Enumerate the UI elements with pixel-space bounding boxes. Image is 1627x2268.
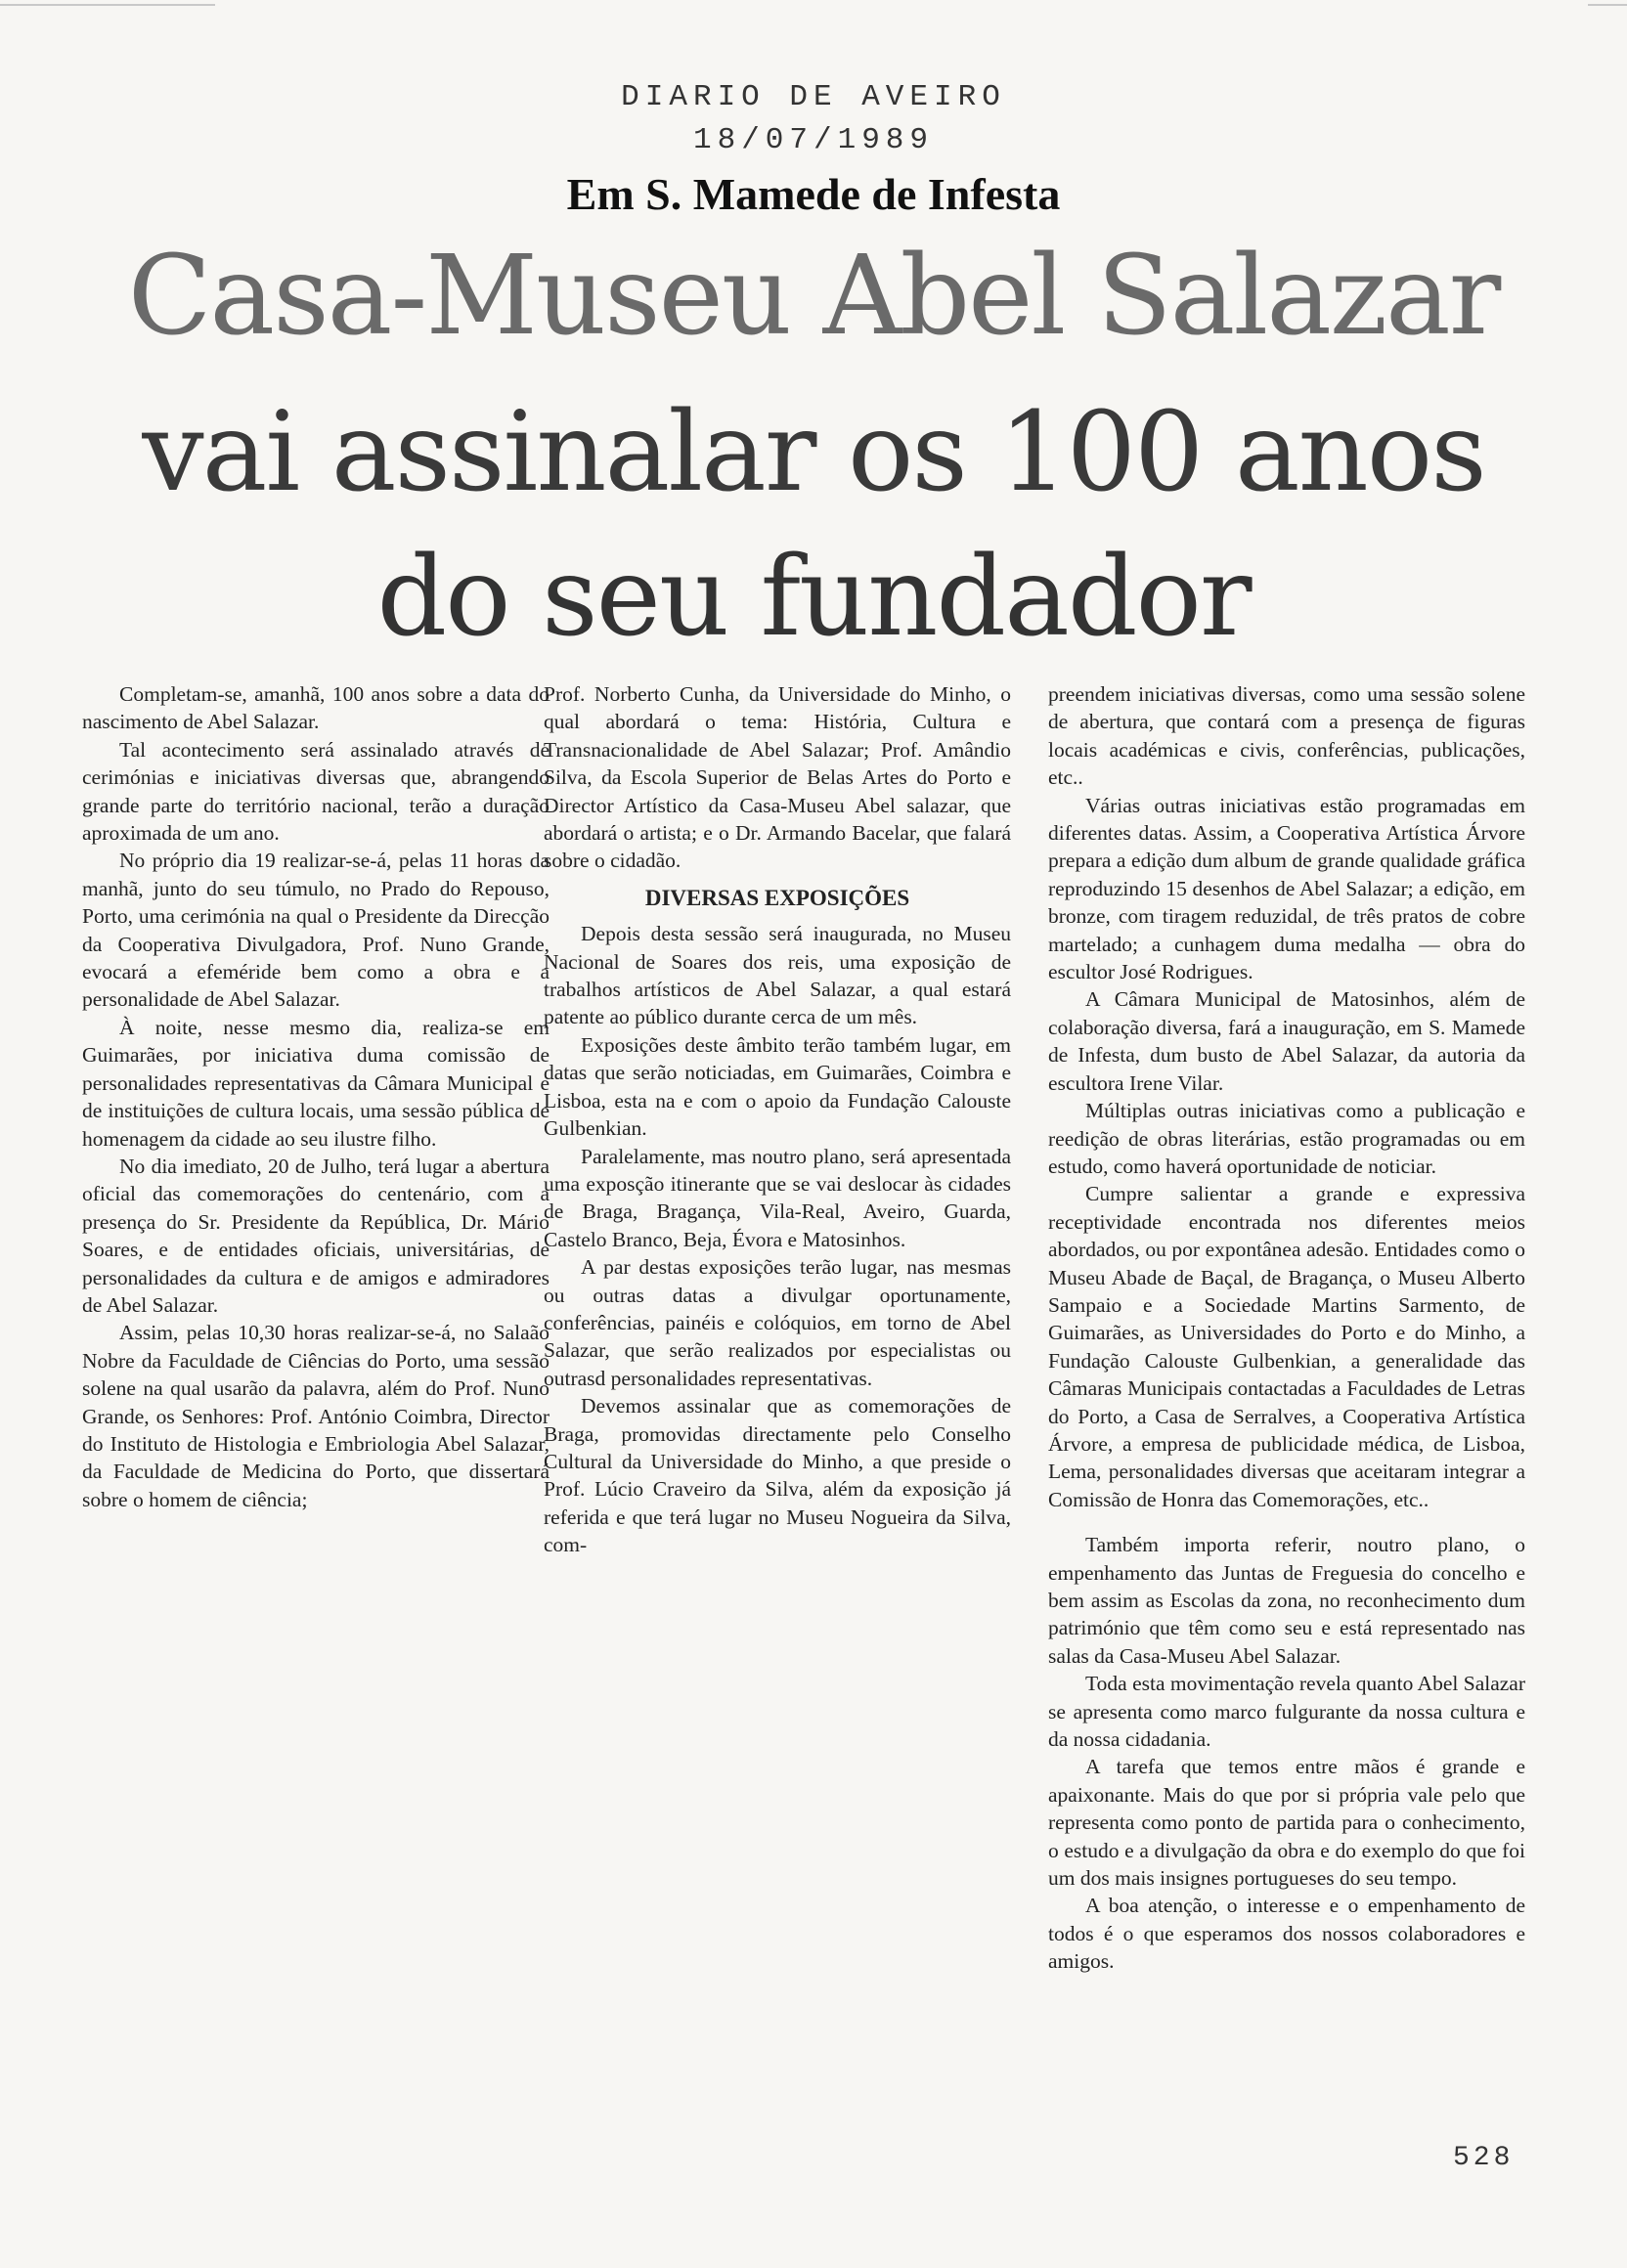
headline-line-3: do seu fundador bbox=[376, 534, 1251, 661]
article-column-3 bbox=[1048, 680, 1525, 1976]
article-kicker: Em S. Mamede de Infesta bbox=[566, 169, 1061, 219]
paragraph: A Câmara Municipal de Matosinhos, além de colaboração diversa, fará a inauguração, em S. Mamede de Infesta, dum busto de Abel Salazar, da autoria da escultora Irene Vilar. bbox=[1048, 987, 1525, 1095]
article-column-2 bbox=[544, 680, 1011, 1559]
paragraph: Várias outras iniciativas estão programadas em diferentes datas. Assim, a Cooperativa Artística Árvore prepara a edição dum album de grande qualidade gráfica reproduzindo 15 desenhos de Abel Salazar; a edição, em bronze, com tiragem reduzidal, de três pratos de cobre martelado; a cunhagem duma medalha — obra do escultor José Rodrigues. bbox=[1048, 793, 1525, 984]
paragraph: A boa atenção, o interesse e o empenhamento de todos é o que esperamos dos nossos colaboradores e amigos. bbox=[1048, 1894, 1525, 1974]
newspaper-name: DIARIO DE AVEIRO bbox=[621, 80, 1006, 114]
paragraph: No dia imediato, 20 de Julho, terá lugar a abertura oficial das comemorações do centenário, com a presença do Sr. Presidente da República, Dr. Mário Soares, e de entidades oficiais, universitárias, de personalidades da cultura e de amigos e admiradores de Abel Salazar. bbox=[82, 1154, 550, 1317]
paragraph: A tarefa que temos entre mãos é grande e apaixonante. Mais do que por si própria vale pelo que representa como ponto de partida para o conhecimento, o estudo e a divulgação da obra e do exemplo do que foi um dos mais insignes portugueses do seu tempo. bbox=[1048, 1755, 1525, 1891]
paragraph: Também importa referir, noutro plano, o empenhamento das Juntas de Freguesia do concelho e bem assim as Escolas da zona, no reconhecimento dum património que têm como seu e está representado nas salas da Casa-Museu Abel Salazar. bbox=[1048, 1533, 1525, 1668]
paragraph: Cumpre salientar a grande e expressiva receptividade encontrada nos diferentes meios abordados, ou por expontânea adesão. Entidades como o Museu Abade de Baçal, de Bragança, o Museu Alberto Sampaio e a Sociedade Martins Sarmento, de Guimarães, as Universidades do Porto e do Minho, a Fundação Calouste Gulbenkian, a generalidade das Câmaras Municipais contactadas a Faculdades de Letras do Porto, a Casa de Serralves, a Cooperativa Artística Árvore, a empresa de publicidade médica, de Lisboa, Lema, personalidades diversas que aceitaram integrar a Comissão de Honra das Comemorações, etc.. bbox=[1048, 1182, 1525, 1511]
scan-edge-line-right bbox=[1588, 4, 1627, 6]
scan-edge-line-left bbox=[0, 4, 215, 6]
paragraph: Múltiplas outras iniciativas como a publicação e reedição de obras literárias, estão programadas ou em estudo, como haverá oportunidade de noticiar. bbox=[1048, 1099, 1525, 1178]
paragraph: Completam-se, amanhã, 100 anos sobre a data do nascimento de Abel Salazar. bbox=[82, 682, 550, 734]
section-subhead: DIVERSAS EXPOSIÇÕES bbox=[644, 885, 910, 910]
paragraph: Toda esta movimentação revela quanto Abel Salazar se apresenta como marco fulgurante da nossa cultura e da nossa cidadania. bbox=[1048, 1672, 1525, 1752]
page-number: 528 bbox=[1453, 2143, 1515, 2173]
paragraph: À noite, nesse mesmo dia, realiza-se em Guimarães, por iniciativa duma comissão de personalidades representativas da Câmara Municipal e de instituições de cultura locais, uma sessão pública de homenagem da cidade ao seu ilustre filho. bbox=[82, 1015, 550, 1151]
paragraph: Exposições deste âmbito terão também lugar, em datas que serão noticiadas, em Guimarães, Coimbra e Lisboa, esta na e com o apoio da Fundação Calouste Gulbenkian. bbox=[544, 1032, 1011, 1141]
paragraph: Prof. Norberto Cunha, da Universidade do Minho, o qual abordará o tema: História, Cultura e Transnacionalidade de Abel Salazar; Prof. Amândio Silva, da Escola Superior de Belas Artes do Porto e Director Artístico da Casa-Museu Abel salazar, que abordará o artista; e o Dr. Armando Bacelar, que falará sobre o cidadão. bbox=[544, 682, 1011, 873]
headline-line-2: vai assinalar os 100 anos bbox=[142, 389, 1485, 516]
paragraph: Depois desta sessão será inaugurada, no Museu Nacional de Soares dos reis, uma exposição de trabalhos artísticos de Abel Salazar, a qual estará patente ao público durante cerca de um mês. bbox=[544, 922, 1011, 1029]
paragraph: Devemos assinalar que as comemorações de Braga, promovidas directamente pelo Conselho Cultural da Universidade do Minho, a que preside o Prof. Lúcio Craveiro da Silva, além da exposição já referida e que terá lugar no Museu Nogueira da Silva, com- bbox=[544, 1394, 1011, 1557]
paragraph: No próprio dia 19 realizar-se-á, pelas 11 horas da manhã, junto do seu túmulo, no Prado do Repouso, Porto, uma cerimónia na qual o Presidente da Direcção da Cooperativa Divulgadora, Prof. Nuno Grande, evocará a efeméride bem como a obra e a personalidade de Abel Salazar. bbox=[82, 849, 550, 1012]
paragraph: A par destas exposições terão lugar, nas mesmas ou outras datas a divulgar oportunamente, conferências, painéis e colóquios, em torno de Abel Salazar, que serão realizados por especialistas ou outrasd personalidades representativas. bbox=[544, 1255, 1011, 1390]
headline-line-1: Casa-Museu Abel Salazar bbox=[127, 233, 1500, 360]
paragraph: Assim, pelas 10,30 horas realizar-se-á, no Salaão Nobre da Faculdade de Ciências do Porto, uma sessão solene na qual usarão da palavra, além do Prof. Nuno Grande, os Senhores: Prof. António Coimbra, Director do Instituto de Histologia e Embriologia Abel Salazar, da Faculdade de Medicina do Porto, que dissertará sobre o homem de ciência; bbox=[82, 1321, 550, 1511]
paragraph: Tal acontecimento será assinalado através de cerimónias e iniciativas diversas que, abrangendo grande parte do território nacional, terão a duração aproximada de um ano. bbox=[82, 737, 550, 846]
paragraph: preendem iniciativas diversas, como uma sessão solene de abertura, que contará com a presença de figuras locais académicas e civis, conferências, publicações, etc.. bbox=[1048, 682, 1525, 790]
article-column-1 bbox=[82, 680, 550, 1513]
paragraph: Paralelamente, mas noutro plano, será apresentada uma exposção itinerante que se vai deslocar às cidades de Braga, Bragança, Vila-Real, Aveiro, Guarda, Castelo Branco, Beja, Évora e Matosinhos. bbox=[544, 1144, 1011, 1251]
column-gap bbox=[1048, 1513, 1525, 1531]
publication-date: 18/07/1989 bbox=[692, 123, 935, 157]
